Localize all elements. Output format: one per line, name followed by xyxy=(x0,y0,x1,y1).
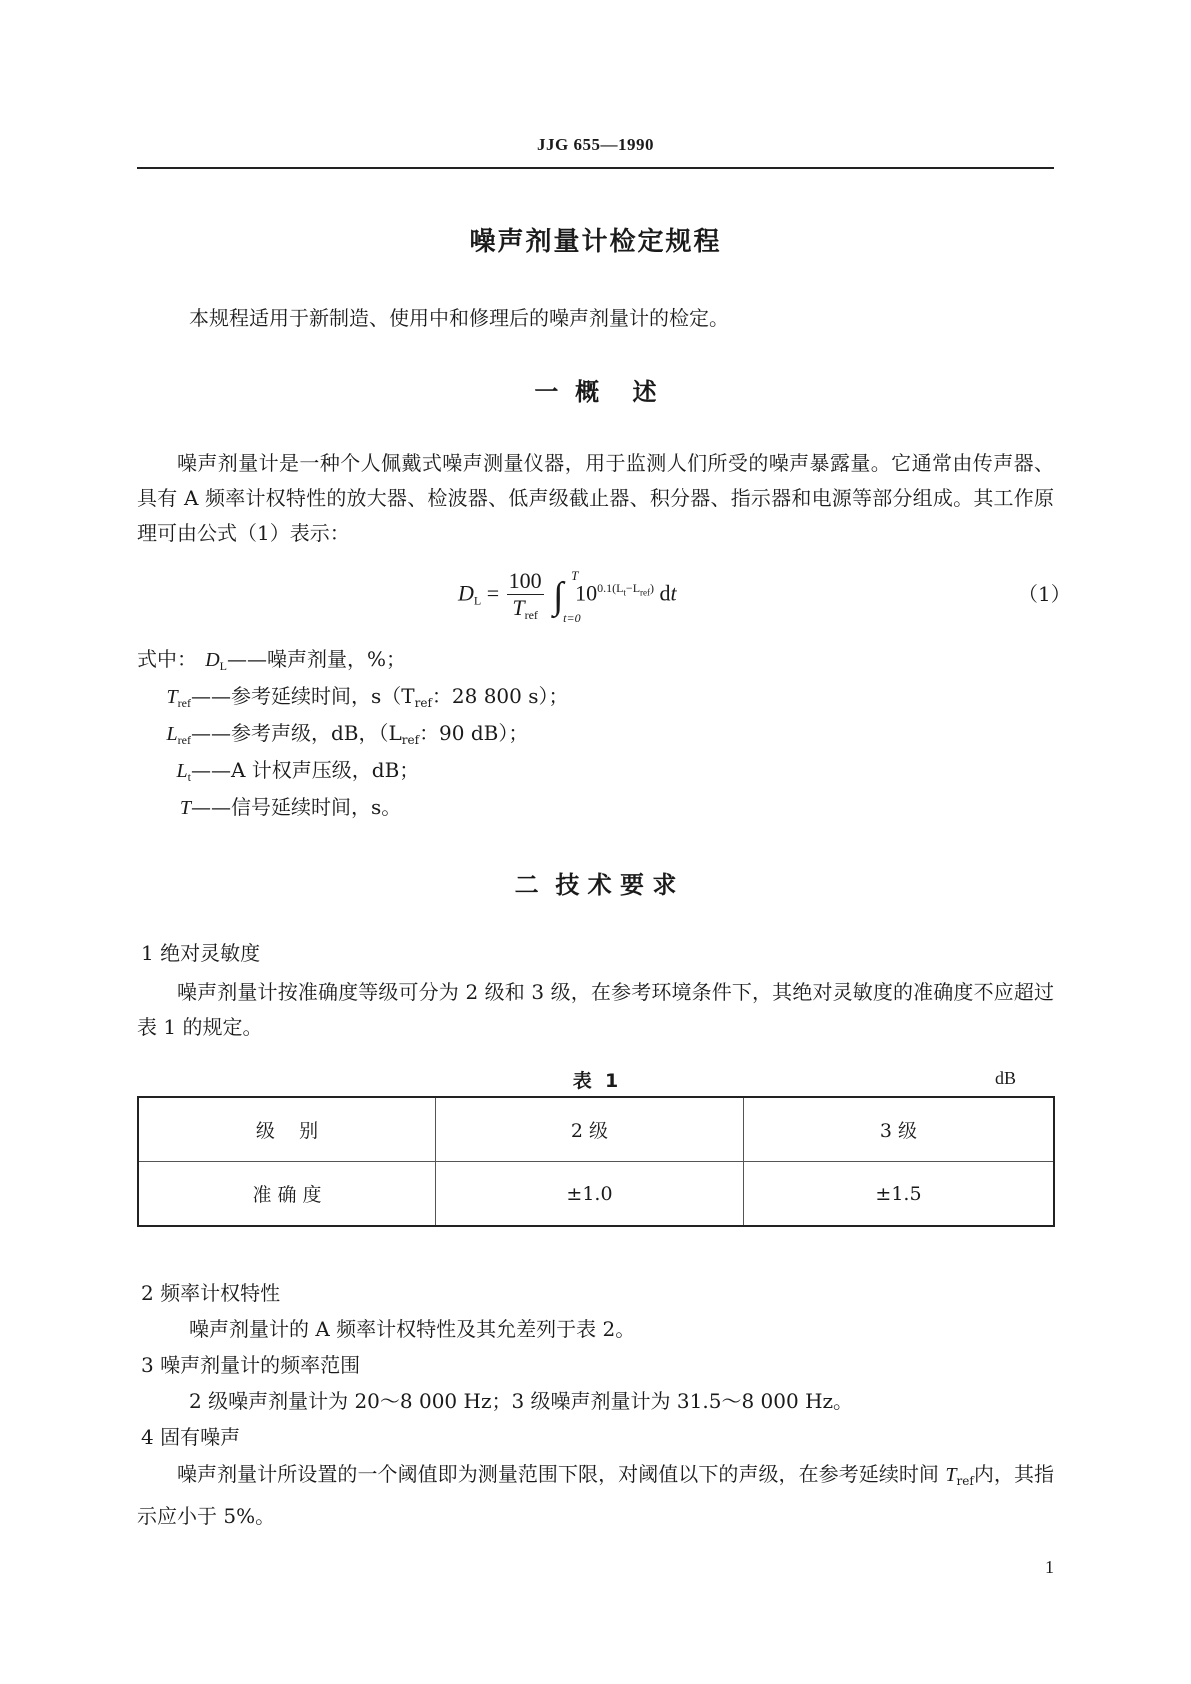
table-1 xyxy=(137,1096,1055,1227)
item-2-text: 噪声剂量计的 A 频率计权特性及其允差列于表 2。 xyxy=(189,1317,636,1341)
section-1-paragraph: 噪声剂量计是一种个人佩戴式噪声测量仪器，用于监测人们所受的噪声暴露量。它通常由传声器、具有 A 频率计权特性的放大器、检波器、低声级截止器、积分器、指示器和电源等部分组成。其工作原理可由公式（1）表示： xyxy=(137,451,1054,545)
page-number: 1 xyxy=(1045,1557,1054,1577)
formula-equals: = xyxy=(481,580,500,606)
table-cell: ±1.0 xyxy=(436,1162,744,1227)
equation-number: （1） xyxy=(1018,582,1071,606)
table-1-unit: dB xyxy=(995,1068,1017,1088)
item-3-text: 2 级噪声剂量计为 20～8 000 Hz；3 级噪声剂量计为 31.5～8 000 Hz。 xyxy=(189,1389,854,1413)
formula-den-symbol: T xyxy=(512,595,525,620)
intro-text: 本规程适用于新制造、使用中和修理后的噪声剂量计的检定。 xyxy=(189,306,729,330)
legend-desc: ——信号延续时间，s。 xyxy=(191,795,402,819)
item-1-text: 噪声剂量计按准确度等级可分为 2 级和 3 级，在参考环境条件下，其绝对灵敏度的准确度不应超过表 1 的规定。 xyxy=(137,980,1054,1039)
table-row xyxy=(138,1162,1054,1227)
integral-sign: ∫ T t=0 xyxy=(553,567,581,625)
legend-row-3 xyxy=(137,720,528,753)
formula-fraction xyxy=(507,568,544,623)
header-rule xyxy=(137,167,1054,169)
legend-desc: ——A 计权声压级，dB； xyxy=(191,758,420,782)
formula-denominator xyxy=(507,595,544,623)
legend-desc: ——参考声级，dB，（$L_{ref}$：90 dB）； xyxy=(191,721,529,747)
item-1-title: 1 绝对灵敏度 xyxy=(141,941,261,965)
formula-1 xyxy=(458,568,677,623)
section-2-heading: 二 技 术 要 求 xyxy=(514,871,677,899)
legend-symbol: T xyxy=(179,797,191,819)
item-4-title: 4 固有噪声 xyxy=(141,1425,241,1449)
standard-code: JJG 655—1990 xyxy=(537,135,654,154)
table-header-row xyxy=(138,1097,1054,1162)
page-title: 噪声剂量计检定规程 xyxy=(469,227,722,257)
legend-symbol: $T_{ref}$ xyxy=(166,686,191,710)
table-cell: ±1.5 xyxy=(744,1162,1055,1227)
formula-base: 10 xyxy=(575,580,598,606)
table-cell: 3 级 xyxy=(744,1097,1055,1162)
legend-symbol: $L_{ref}$ xyxy=(166,723,191,747)
formula-lhs-sub: L xyxy=(473,593,482,608)
legend-row-5 xyxy=(137,794,401,827)
legend-row-4 xyxy=(137,757,419,790)
legend-row-1 xyxy=(137,646,406,679)
legend-desc: ——噪声剂量，%； xyxy=(227,647,407,671)
section-1-heading: 一 概 述 xyxy=(534,378,657,406)
formula-diff: d xyxy=(659,580,671,606)
item-2-title: 2 频率计权特性 xyxy=(141,1281,281,1305)
legend-row-2 xyxy=(137,683,569,716)
legend-symbol: $D_L$ xyxy=(205,649,227,673)
formula-var: t xyxy=(670,580,677,606)
formula-den-sub: ref xyxy=(524,608,538,622)
table-cell: 2 级 xyxy=(436,1097,744,1162)
integral-upper: T xyxy=(571,567,579,583)
legend-prefix: 式中： xyxy=(137,647,197,671)
legend-symbol: $L_t$ xyxy=(176,760,191,784)
item-3-title: 3 噪声剂量计的频率范围 xyxy=(141,1353,361,1377)
formula-lhs: D xyxy=(458,580,474,606)
table-cell: 准 确 度 xyxy=(138,1162,436,1227)
table-1-caption: 表 1 xyxy=(572,1070,619,1092)
integral-lower: t=0 xyxy=(563,610,581,625)
formula-exponent: 0.1(Lt−Lref) xyxy=(597,581,655,598)
table-cell: 级 别 xyxy=(138,1097,436,1162)
formula-numerator: 100 xyxy=(508,568,542,593)
item-4-text: 噪声剂量计所设置的一个阈值即为测量范围下限，对阈值以下的声级，在参考延续时间 $T_{ref}$内，其指示应小于 5%。 xyxy=(137,1462,1055,1528)
legend-desc: ——参考延续时间，$s(T_{ref}$：28 800 s）； xyxy=(191,684,569,710)
